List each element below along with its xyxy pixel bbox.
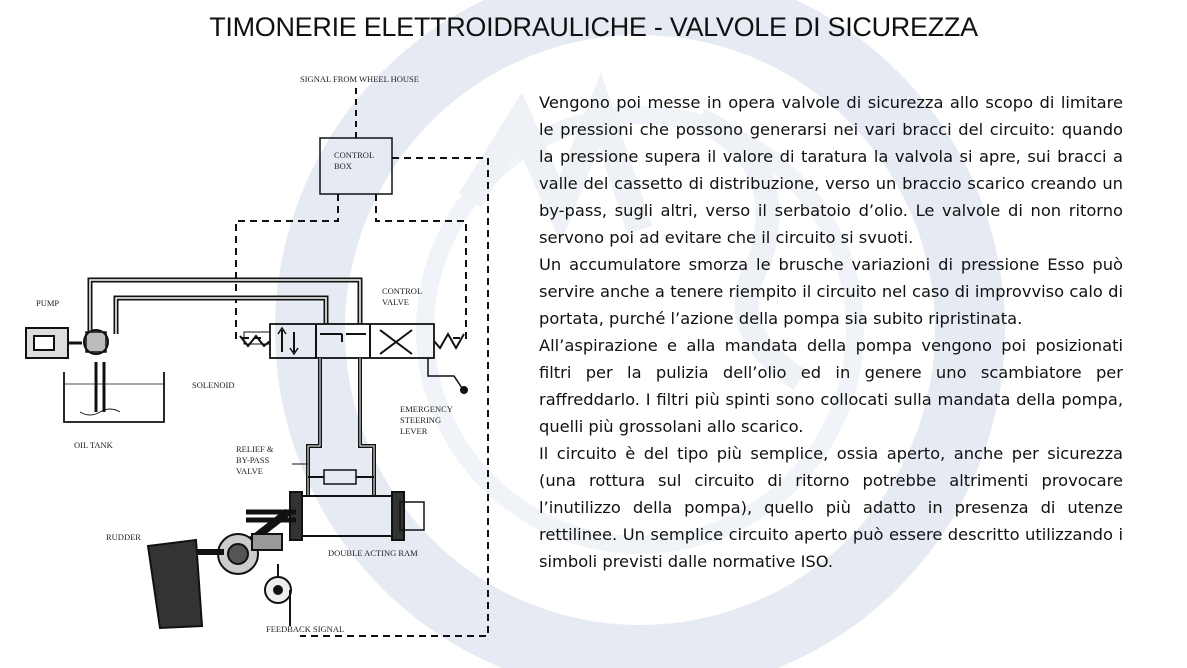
paragraph-open-circuit: Il circuito è del tipo più semplice, ossia aperto, anche per sicurezza (una rottura sul circuito di ritorno potrebbe altrimenti provocare l’inutilizzo della pompa), quello più adatto in presenza di utenze rettilinee. Un semplice circuito aperto può essere descritto utilizzando i simboli previsti dalle normative ISO. [539,444,1123,571]
label-control-box-2: BOX [334,161,352,171]
paragraph-filters: All’aspirazione e alla mandata della pompa vengono poi posizionati filtri per la pulizia dell’olio ed in genere uno scambiatore per raffreddarlo. I filtri più spinti sono collocati sulla mandata della pompa, quelli più grossolani allo scarico. [539,336,1123,436]
label-emergency-2: STEERING [400,415,442,425]
label-oil-tank: OIL TANK [74,440,113,450]
label-relief-3: VALVE [236,466,263,476]
label-relief-1: RELIEF & [236,444,274,454]
label-signal: SIGNAL FROM WHEEL HOUSE [300,74,419,84]
label-relief-2: BY-PASS [236,455,270,465]
label-rudder: RUDDER [106,532,141,542]
label-pump: PUMP [36,298,60,308]
label-emergency-1: EMERGENCY [400,404,453,414]
label-solenoid: SOLENOID [192,380,235,390]
label-control-valve-1: CONTROL [382,286,423,296]
paragraph-safety-valves: Vengono poi messe in opera valvole di sicurezza allo scopo di limitare le pressioni che possono generarsi nei vari bracci del circuito: quando la pressione supera il valore di taratura la valvola si apre, sui bracci a valle del cassetto di distribuzione, verso un braccio scarico creando un by-pass, sugli altri, verso il serbatoio d’olio. Le valvole di non ritorno servono poi ad evitare che il circuito si svuoti. [539,93,1123,247]
steering-gear-diagram [20,66,520,646]
page-title: TIMONERIE ELETTROIDRAULICHE - VALVOLE DI SICUREZZA [209,12,978,42]
label-feedback: FEEDBACK SIGNAL [266,624,345,634]
paragraph-accumulator: Un accumulatore smorza le brusche variazioni di pressione Esso può servire anche a tenere riempito il circuito nel caso di improvviso calo di portata, purché l’azione della pompa sia subito ripristinata. [539,255,1123,328]
label-control-valve-2: VALVE [382,297,409,307]
label-control-box-1: CONTROL [334,150,375,160]
label-emergency-3: LEVER [400,426,428,436]
body-text [539,89,1123,575]
label-ram: DOUBLE ACTING RAM [328,548,418,558]
